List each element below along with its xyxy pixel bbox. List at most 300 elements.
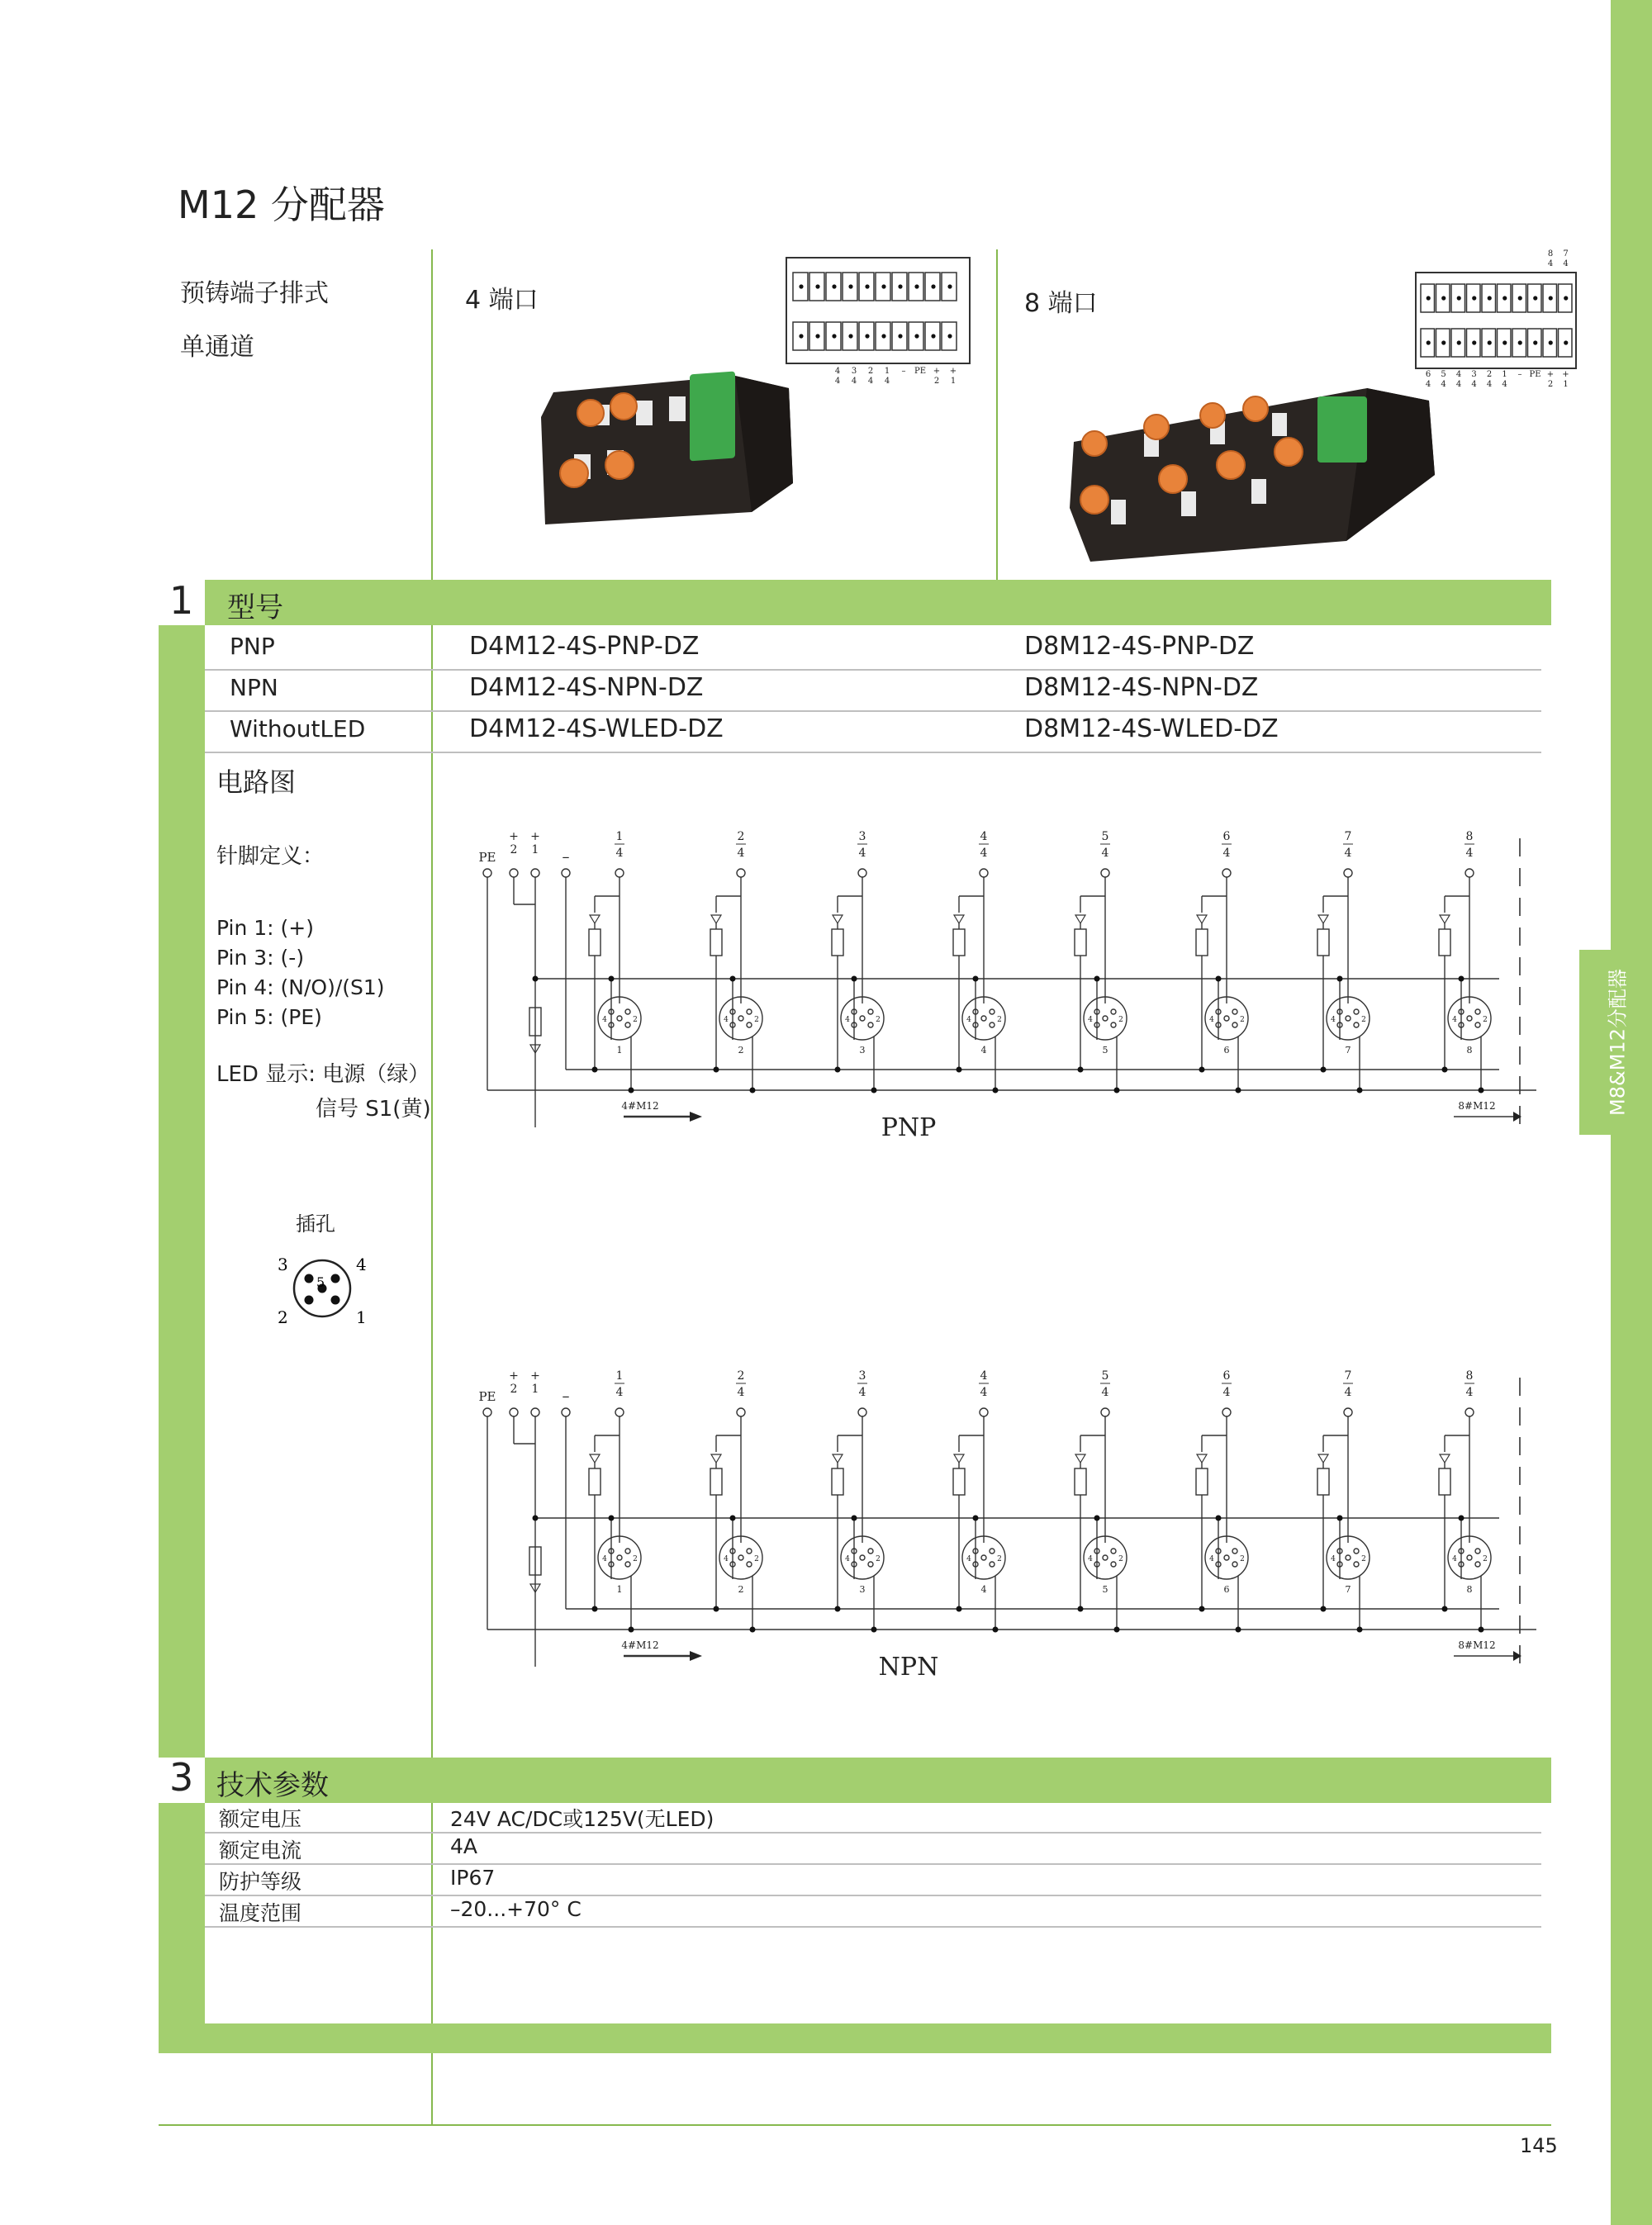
terminal-node xyxy=(615,869,624,877)
resistor xyxy=(1439,929,1450,956)
terminal-pin xyxy=(1427,296,1431,300)
terminal-label: 3 xyxy=(851,367,857,376)
channel-number: 3 xyxy=(858,830,866,843)
resistor xyxy=(1317,1468,1329,1495)
spec-key: 防护等级 xyxy=(219,1870,302,1894)
pin-def-title: 针脚定义： xyxy=(216,844,325,869)
terminal-label: 5 xyxy=(1441,370,1446,379)
socket-contact xyxy=(1475,1549,1480,1554)
terminal-label: 2 xyxy=(1486,370,1493,379)
section3-band xyxy=(159,1758,1551,1803)
socket-pin-label: 2 xyxy=(754,1555,759,1563)
terminal-pin xyxy=(1488,296,1492,300)
terminal-pin xyxy=(799,284,803,288)
junction-dot xyxy=(609,976,615,982)
socket-contact xyxy=(747,1009,752,1014)
terminal-pin xyxy=(815,284,819,288)
terminal-pin xyxy=(1457,296,1461,300)
junction-dot xyxy=(1479,1627,1484,1633)
socket-contact xyxy=(625,1562,630,1567)
terminal-pin xyxy=(865,334,869,338)
arrow-8port-label: 8#M12 xyxy=(1458,1100,1496,1112)
resistor xyxy=(1075,1468,1086,1495)
socket-contact xyxy=(1232,1009,1237,1014)
terminal-node xyxy=(1101,869,1109,877)
terminal-node xyxy=(531,1408,539,1416)
socket-pin-label: 2 xyxy=(1240,1016,1245,1024)
pin-5: Pin 5: (PE) xyxy=(216,1005,322,1029)
socket-number: 1 xyxy=(616,1584,623,1595)
socket-contact xyxy=(868,1009,873,1014)
socket-pin-label: 4 xyxy=(1331,1016,1336,1024)
led-symbol xyxy=(1318,1454,1328,1463)
circuit-title: 电路图 xyxy=(216,766,297,798)
socket-pin-label: 2 xyxy=(1361,1555,1366,1563)
socket-pin-label: 2 xyxy=(997,1555,1002,1563)
channel-number: 6 xyxy=(1222,1369,1231,1383)
page-title: M12 分配器 xyxy=(178,183,385,227)
spec-key: 额定电压 xyxy=(219,1807,302,1831)
junction-dot xyxy=(1337,1516,1343,1521)
junction-dot xyxy=(1357,1088,1363,1094)
junction-dot xyxy=(1321,1606,1327,1612)
terminal-label: 4 xyxy=(834,367,841,376)
socket-pin-label: 4 xyxy=(1452,1016,1457,1024)
socket-contact xyxy=(1475,1009,1480,1014)
resistor xyxy=(832,1468,843,1495)
socket-pin-1: 1 xyxy=(356,1307,367,1327)
socket-contact xyxy=(1111,1549,1116,1554)
terminal-label: 6 xyxy=(1425,370,1431,379)
terminal-pin xyxy=(1441,296,1446,300)
resistor xyxy=(710,929,722,956)
socket-pin-label: 2 xyxy=(633,1555,638,1563)
terminal-pin xyxy=(1472,340,1476,344)
terminal-pin xyxy=(1472,296,1476,300)
channel-sub: 4 xyxy=(858,847,866,860)
channel-sub: 4 xyxy=(980,1386,988,1399)
left-green-bar xyxy=(159,625,205,2052)
junction-dot xyxy=(835,1067,841,1073)
terminal-label: + xyxy=(1562,370,1569,379)
terminal-label: 4 xyxy=(834,377,841,386)
terminal-label: 8 xyxy=(1547,249,1554,259)
socket-pin-label: 4 xyxy=(966,1555,971,1563)
socket-pin-label: 4 xyxy=(602,1555,607,1563)
terminal-label: 1 xyxy=(1502,370,1507,379)
junction-dot xyxy=(609,1516,615,1521)
channel-number: 8 xyxy=(1465,1369,1474,1383)
socket-pin-label: 4 xyxy=(966,1016,971,1024)
channel-sub: 4 xyxy=(615,847,624,860)
socket-contact xyxy=(738,1555,743,1560)
socket-contact xyxy=(1232,1562,1237,1567)
terminal-pin xyxy=(799,334,803,338)
channel-number: 1 xyxy=(615,830,624,843)
spec-key: 温度范围 xyxy=(219,1901,302,1925)
junction-dot xyxy=(852,976,857,982)
spec-value: –20...+70° C xyxy=(450,1897,582,1921)
terminal-pin xyxy=(1533,340,1537,344)
terminal-node xyxy=(1465,869,1474,877)
supply-pe-label: PE xyxy=(478,850,496,865)
section1-band xyxy=(159,580,1551,625)
terminal-label: 4 xyxy=(867,377,874,386)
model-type-pnp: PNP xyxy=(230,633,275,660)
socket-pin-label: 2 xyxy=(1483,1555,1488,1563)
arrow-4port-label: 4#M12 xyxy=(621,1639,659,1651)
terminal-label: PE xyxy=(1529,370,1541,379)
channel-sub: 4 xyxy=(1222,1386,1231,1399)
terminal-pin xyxy=(1457,340,1461,344)
socket-number: 6 xyxy=(1223,1045,1230,1056)
product-photo-8port xyxy=(1061,376,1458,570)
terminal-label: 3 xyxy=(1471,370,1477,379)
channel-sub: 4 xyxy=(858,1386,866,1399)
junction-dot xyxy=(1078,1067,1084,1073)
socket-diagram xyxy=(273,1247,372,1338)
terminal-pin xyxy=(1427,340,1431,344)
socket-pin-label: 2 xyxy=(1118,1555,1123,1563)
socket-contact xyxy=(747,1549,752,1554)
page-number: 145 xyxy=(1520,2134,1558,2157)
terminal-node xyxy=(510,869,518,877)
terminal-label: 2 xyxy=(933,377,940,386)
terminal-node xyxy=(980,869,988,877)
terminal-node xyxy=(980,1408,988,1416)
socket-pin-label: 4 xyxy=(724,1016,729,1024)
led-line-2: 信号 S1(黄) xyxy=(316,1097,431,1122)
channel-sub: 4 xyxy=(737,847,745,860)
supply-2-label: 2 xyxy=(510,1383,518,1396)
socket-number: 6 xyxy=(1223,1584,1230,1595)
junction-dot xyxy=(1199,1067,1205,1073)
led-line-1: LED 显示: 电源（绿） xyxy=(216,1062,430,1087)
intro-line-1: 预铸端子排式 xyxy=(180,279,329,308)
junction-dot xyxy=(1357,1627,1363,1633)
channel-number: 6 xyxy=(1222,830,1231,843)
junction-dot xyxy=(1094,1516,1100,1521)
terminal-pin xyxy=(914,334,919,338)
supply-1-label: 1 xyxy=(531,1383,539,1396)
col8-title: 8 端口 xyxy=(1024,289,1098,318)
terminal-node xyxy=(1465,1408,1474,1416)
junction-dot xyxy=(592,1067,598,1073)
terminal-pin xyxy=(947,334,952,338)
socket-number: 4 xyxy=(980,1584,987,1595)
product-photo-4port xyxy=(529,368,809,541)
channel-number: 3 xyxy=(858,1369,866,1383)
terminal-label: 2 xyxy=(1547,380,1554,389)
junction-dot xyxy=(629,1088,634,1094)
socket-contact xyxy=(625,1022,630,1027)
channel-number: 5 xyxy=(1101,830,1109,843)
terminal-node xyxy=(1222,869,1231,877)
wiring-diagram-pnp xyxy=(471,822,1536,1144)
socket-pin-4: 4 xyxy=(356,1255,367,1274)
socket-pin-label: 2 xyxy=(876,1555,881,1563)
junction-dot xyxy=(957,1067,962,1073)
junction-dot xyxy=(533,1516,539,1521)
terminal-diagram-4port xyxy=(785,256,975,388)
intro-line-2: 单通道 xyxy=(180,333,254,362)
terminal-node xyxy=(858,869,866,877)
terminal-node xyxy=(737,1408,745,1416)
socket-pin-2: 2 xyxy=(278,1307,288,1327)
junction-dot xyxy=(1459,1516,1464,1521)
terminal-pin xyxy=(898,284,902,288)
supply-plus-label: + xyxy=(509,830,519,843)
junction-dot xyxy=(871,1088,877,1094)
row-divider xyxy=(205,669,1541,671)
terminal-pin xyxy=(848,334,852,338)
pin-3: Pin 3: (-) xyxy=(216,946,305,970)
spec-key: 额定电流 xyxy=(219,1838,302,1862)
terminal-label: + xyxy=(933,367,941,376)
junction-dot xyxy=(750,1627,756,1633)
junction-dot xyxy=(1459,976,1464,982)
junction-dot xyxy=(1114,1627,1120,1633)
terminal-pin xyxy=(898,334,902,338)
resistor xyxy=(953,929,965,956)
socket-pin-label: 4 xyxy=(724,1555,729,1563)
junction-dot xyxy=(957,1606,962,1612)
wiring-diagram-npn xyxy=(471,1361,1536,1683)
socket-contact xyxy=(990,1549,995,1554)
terminal-pin xyxy=(832,284,836,288)
socket-contact xyxy=(990,1009,995,1014)
terminal-node xyxy=(531,869,539,877)
junction-dot xyxy=(714,1606,719,1612)
terminal-pin xyxy=(931,334,935,338)
socket-pin-label: 4 xyxy=(845,1016,850,1024)
socket-number: 3 xyxy=(859,1045,866,1056)
pin-4: Pin 4: (N/O)/(S1) xyxy=(216,975,385,999)
arrow-4port-head xyxy=(690,1112,702,1122)
socket-number: 7 xyxy=(1345,1584,1351,1595)
terminal-label: 4 xyxy=(1441,380,1446,389)
junction-dot xyxy=(1337,976,1343,982)
socket-contact xyxy=(1467,1016,1472,1021)
led-symbol xyxy=(711,915,721,923)
diagram-type-label: PNP xyxy=(881,1113,937,1142)
channel-sub: 4 xyxy=(980,847,988,860)
led-symbol xyxy=(954,915,964,923)
led-symbol xyxy=(590,915,600,923)
junction-dot xyxy=(1199,1606,1205,1612)
model-type-wled: WithoutLED xyxy=(230,715,366,742)
junction-dot xyxy=(1236,1088,1241,1094)
socket-pin-label: 2 xyxy=(1240,1555,1245,1563)
led-symbol xyxy=(711,1454,721,1463)
channel-sub: 4 xyxy=(1101,847,1109,860)
junction-dot xyxy=(1078,1606,1084,1612)
terminal-node xyxy=(1344,869,1352,877)
socket-contact xyxy=(1354,1562,1359,1567)
resistor xyxy=(1196,1468,1208,1495)
terminal-pin xyxy=(865,284,869,288)
socket-contact xyxy=(1224,1016,1229,1021)
model-4port-npn: D4M12-4S-NPN-DZ xyxy=(469,673,704,702)
channel-sub: 4 xyxy=(1222,847,1231,860)
footer-rule xyxy=(159,2124,1551,2126)
channel-sub: 4 xyxy=(1465,847,1474,860)
terminal-diagram-8port xyxy=(1414,248,1579,392)
terminal-node xyxy=(737,869,745,877)
socket-contact xyxy=(625,1009,630,1014)
socket-pin-label: 2 xyxy=(997,1016,1002,1024)
terminal-node xyxy=(510,1408,518,1416)
socket-contact xyxy=(1103,1016,1108,1021)
supply-1-label: 1 xyxy=(531,843,539,856)
row-divider xyxy=(205,752,1541,753)
arrow-4port-label: 4#M12 xyxy=(621,1100,659,1112)
resistor xyxy=(1317,929,1329,956)
socket-number: 7 xyxy=(1345,1045,1351,1056)
socket-contact xyxy=(747,1022,752,1027)
junction-dot xyxy=(993,1627,999,1633)
terminal-pin xyxy=(1502,296,1507,300)
separator-left xyxy=(431,249,433,2124)
socket-contact xyxy=(1354,1549,1359,1554)
channel-sub: 4 xyxy=(1344,847,1352,860)
arrow-4port-head xyxy=(690,1651,702,1661)
socket-contact xyxy=(1111,1562,1116,1567)
terminal-node xyxy=(562,1408,570,1416)
channel-sub: 4 xyxy=(737,1386,745,1399)
led-symbol xyxy=(1197,1454,1207,1463)
led-symbol xyxy=(1075,915,1085,923)
socket-number: 8 xyxy=(1466,1045,1473,1056)
junction-dot xyxy=(993,1088,999,1094)
socket-contact xyxy=(981,1555,986,1560)
socket-contact xyxy=(1354,1009,1359,1014)
junction-dot xyxy=(973,1516,979,1521)
terminal-pin xyxy=(815,334,819,338)
channel-number: 8 xyxy=(1465,830,1474,843)
row-divider xyxy=(205,1832,1541,1834)
channel-number: 2 xyxy=(737,1369,745,1383)
socket-pin-label: 4 xyxy=(1209,1016,1214,1024)
socket-contact xyxy=(868,1549,873,1554)
channel-sub: 4 xyxy=(615,1386,624,1399)
terminal-label: 4 xyxy=(1502,380,1507,389)
socket-contact xyxy=(990,1562,995,1567)
section1-number: 1 xyxy=(169,578,194,623)
row-divider xyxy=(205,1895,1541,1896)
socket-pin-label: 2 xyxy=(1118,1016,1123,1024)
socket-contact xyxy=(860,1555,865,1560)
channel-number: 1 xyxy=(615,1369,624,1383)
terminal-node xyxy=(483,869,491,877)
socket-contact xyxy=(1111,1022,1116,1027)
channel-number: 4 xyxy=(980,830,988,843)
model-4port-wled: D4M12-4S-WLED-DZ xyxy=(469,714,724,743)
junction-dot xyxy=(1114,1088,1120,1094)
terminal-label: 4 xyxy=(1455,380,1462,389)
channel-number: 7 xyxy=(1344,1369,1352,1383)
terminal-pin xyxy=(1518,296,1522,300)
terminal-pin xyxy=(1564,340,1568,344)
socket-pin-label: 4 xyxy=(1088,1016,1093,1024)
socket-number: 2 xyxy=(738,1584,744,1595)
socket-contact xyxy=(1232,1549,1237,1554)
terminal-node xyxy=(615,1408,624,1416)
socket-contact xyxy=(1346,1016,1351,1021)
socket-title: 插孔 xyxy=(296,1212,335,1236)
junction-dot xyxy=(629,1627,634,1633)
supply-plus-label: + xyxy=(509,1369,519,1383)
socket-pin-3: 3 xyxy=(278,1255,288,1274)
supply-2-label: 2 xyxy=(510,843,518,856)
resistor xyxy=(832,929,843,956)
terminal-pin xyxy=(931,284,935,288)
socket-contact xyxy=(1475,1022,1480,1027)
resistor xyxy=(589,1468,601,1495)
junction-dot xyxy=(1321,1067,1327,1073)
socket-contact xyxy=(860,1016,865,1021)
led-symbol xyxy=(1440,915,1450,923)
led-symbol xyxy=(590,1454,600,1463)
socket-pin-label: 2 xyxy=(1361,1016,1366,1024)
spec-value: IP67 xyxy=(450,1866,496,1890)
socket-number: 1 xyxy=(616,1045,623,1056)
section3-number: 3 xyxy=(169,1755,194,1800)
terminal-label: – xyxy=(1517,370,1522,379)
resistor xyxy=(1439,1468,1450,1495)
junction-dot xyxy=(1216,976,1222,982)
model-8port-npn: D8M12-4S-NPN-DZ xyxy=(1024,673,1259,702)
supply-minus-label: – xyxy=(562,1388,570,1405)
socket-number: 5 xyxy=(1102,1584,1108,1595)
socket-pin-label: 4 xyxy=(1209,1555,1214,1563)
terminal-pin xyxy=(1518,340,1522,344)
section3-title: 技术参数 xyxy=(216,1769,329,1802)
socket-pin-label: 4 xyxy=(845,1555,850,1563)
model-type-npn: NPN xyxy=(230,674,278,701)
led-symbol xyxy=(1318,915,1328,923)
socket-contact xyxy=(1354,1022,1359,1027)
junction-dot xyxy=(1479,1088,1484,1094)
socket-contact xyxy=(1224,1555,1229,1560)
resistor xyxy=(953,1468,965,1495)
model-8port-pnp: D8M12-4S-PNP-DZ xyxy=(1024,632,1255,661)
supply-plus-label: + xyxy=(530,1369,540,1383)
col4-title: 4 端口 xyxy=(465,286,539,315)
model-8port-wled: D8M12-4S-WLED-DZ xyxy=(1024,714,1279,743)
junction-dot xyxy=(750,1088,756,1094)
channel-sub: 4 xyxy=(1465,1386,1474,1399)
terminal-label: 1 xyxy=(884,367,890,376)
socket-number: 5 xyxy=(1102,1045,1108,1056)
bottom-band xyxy=(159,2023,1551,2053)
terminal-node xyxy=(1222,1408,1231,1416)
terminal-node xyxy=(562,869,570,877)
junction-dot xyxy=(835,1606,841,1612)
terminal-label: PE xyxy=(914,367,927,376)
socket-contact xyxy=(738,1016,743,1021)
junction-dot xyxy=(1094,976,1100,982)
junction-dot xyxy=(973,976,979,982)
channel-number: 2 xyxy=(737,830,745,843)
channel-number: 4 xyxy=(980,1369,988,1383)
channel-number: 5 xyxy=(1101,1369,1109,1383)
terminal-label: 4 xyxy=(851,377,857,386)
terminal-node xyxy=(483,1408,491,1416)
supply-minus-label: – xyxy=(562,848,570,866)
junction-dot xyxy=(730,1516,736,1521)
socket-pin-label: 2 xyxy=(754,1016,759,1024)
